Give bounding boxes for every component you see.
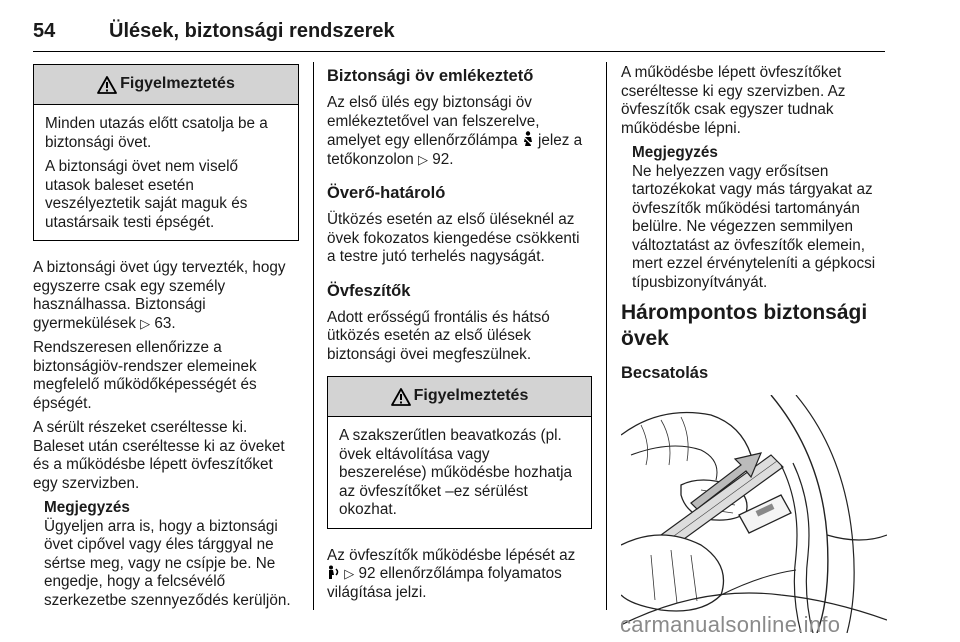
section-heading: Biztonsági öv emlékeztető (327, 67, 534, 85)
note-box (33, 499, 299, 610)
page-number: 54 (33, 20, 56, 42)
paragraph: Adott erősségű frontális és hátsó ütközés esetén az első ülések biztonsági övei megfeszülnek. (327, 308, 550, 363)
page-header (33, 14, 885, 52)
paragraph: Rendszeresen ellenőrizze a biztonságiöv-rendszer elemeinek megfelelő működőképességét és épségét. (33, 339, 257, 412)
watermark: carmanualsonline.info (620, 612, 841, 637)
page-ref-icon: ▷ (418, 151, 428, 167)
airbag-lamp-icon (327, 565, 340, 580)
seatbelt-reminder-icon (522, 131, 534, 147)
warning-title: Figyelmeztetés (120, 75, 235, 93)
paragraph: A biztonsági övet úgy tervezték, hogy egyszerre csak egy személy használhassa. Biztonsági gyermekülések ▷ 63. (33, 259, 286, 332)
note-text: Ügyeljen arra is, hogy a biztonsági övet cipővel vagy éles tárggyal ne sértse meg, vagy ne csípje be. Ne engedje, hogy a felcsévélő szerkezetbe szennyeződés kerüljön. (44, 517, 291, 609)
warning-triangle-icon (391, 388, 411, 406)
paragraph: A sérült részeket cseréltesse ki. Baleset után cseréltesse ki az öveket és a működésbe lépett övfeszítőket egy szervizben. (33, 419, 285, 492)
seatbelt-buckling-illustration (621, 395, 887, 633)
column-divider-2 (606, 62, 607, 610)
note-text: Ne helyezzen vagy erősítsen tartozékokat vagy más tárgyakat az övfeszítők működési tartományán belülre. Ne végezzen semmilyen változtatást az övfeszítők elemein, mert ezzel érvényteleníti a gépkocsi típusbizonyítványát. (632, 162, 876, 291)
paragraph: Ütközés esetén az első üléseknél az övek fokozatos kiengedése csökkenti a testre jutó terhelés nagyságát. (327, 211, 580, 265)
note-title: Megjegyzés (44, 499, 130, 516)
sub-heading: Becsatolás (621, 364, 709, 382)
note-box (621, 144, 887, 292)
warning-paragraph: Minden utazás előtt csatolja be a biztonsági övet. (45, 115, 268, 151)
note-title: Megjegyzés (632, 144, 718, 161)
column-divider-1 (313, 62, 314, 610)
paragraph: Az övfeszítők működésbe lépését az ▷ 92 ellenőrzőlámpa folyamatos világítása jelzi. (327, 546, 576, 601)
column-2 (327, 64, 592, 608)
page-ref-icon: ▷ (140, 315, 151, 331)
page-ref-icon: ▷ (344, 566, 355, 581)
warning-box-2 (327, 376, 592, 529)
column-3 (621, 64, 887, 633)
section-heading: Hárompontos biztonsági övek (621, 301, 868, 350)
page-title: Ülések, biztonsági rendszerek (109, 20, 395, 42)
warning-header (328, 377, 591, 417)
paragraph: Az első ülés egy biztonsági öv emlékeztetővel van felszerelve, amelyet egy ellenőrzőlámpa jelez a tetőkonzolon ▷ 92. (327, 94, 583, 168)
paragraph: A működésbe lépett övfeszítőket cseréltesse ki egy szervizben. Az övfeszítők csak egyszer tudnak működésbe lépni. (621, 64, 846, 137)
warning-box-1 (33, 64, 299, 241)
warning-paragraph: A biztonsági övet nem viselő utasok baleset esetén veszélyeztetik saját maguk és utastársaik testi épségét. (45, 158, 248, 231)
warning-body (34, 105, 298, 240)
section-heading: Överő-határoló (327, 184, 446, 202)
section-heading: Övfeszítők (327, 281, 411, 300)
warning-triangle-icon (97, 76, 117, 94)
column-1 (33, 64, 299, 616)
warning-paragraph: A szakszerűtlen beavatkozás (pl. övek eltávolítása vagy beszerelése) működésbe hozhatja az övfeszítőket –ez sérülést okozhat. (339, 427, 572, 518)
warning-body (328, 417, 591, 528)
warning-title: Figyelmeztetés (413, 387, 529, 405)
warning-header (34, 65, 298, 105)
